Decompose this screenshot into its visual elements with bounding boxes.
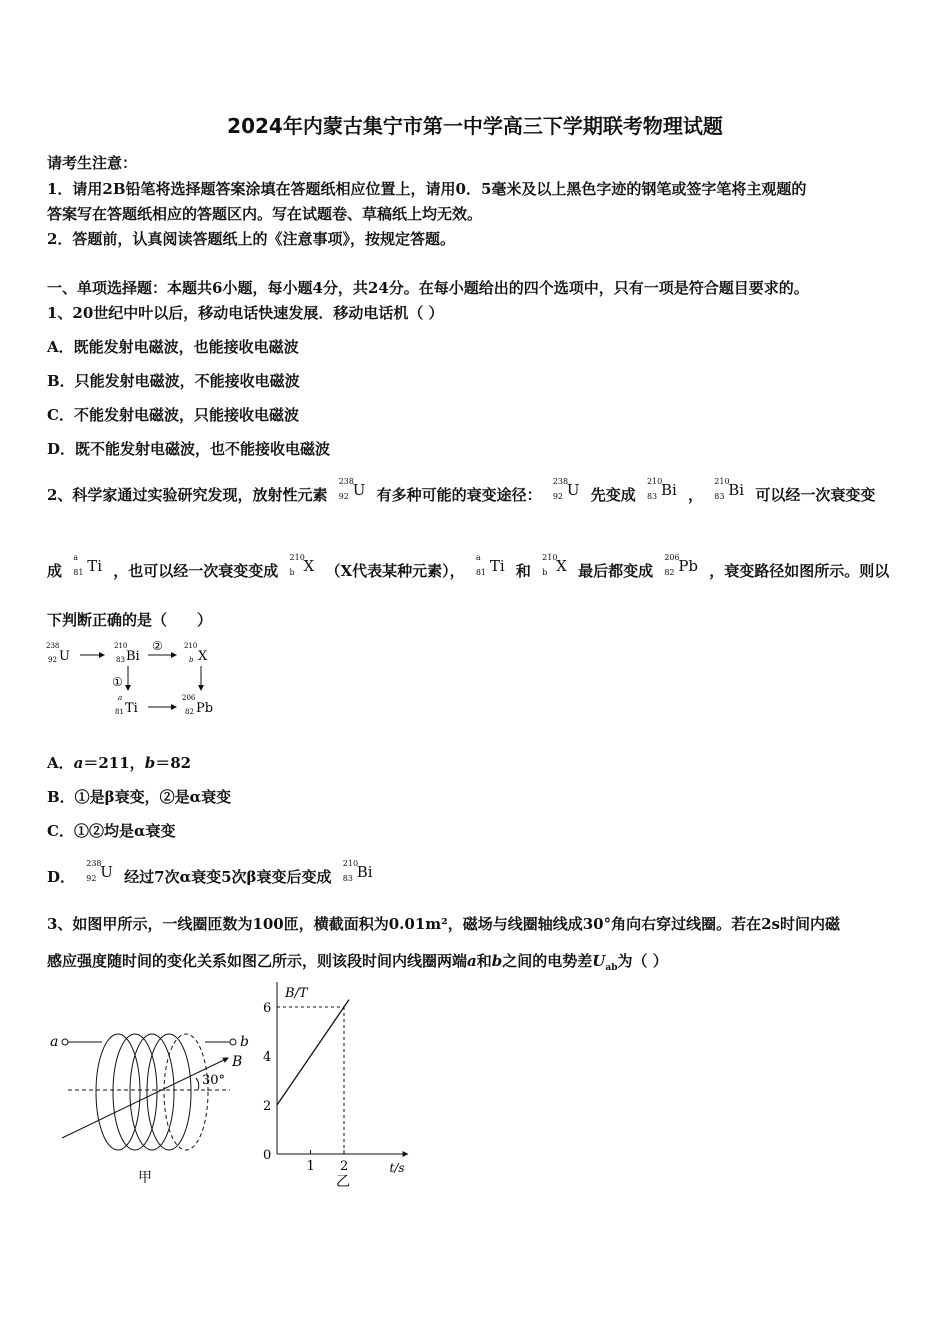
q2-option-a: A．a＝211，b＝82 <box>47 754 192 772</box>
nuclide-u238: 238 92 U <box>552 477 580 501</box>
notice-item-2: 2．答题前，认真阅读答题纸上的《注意事项》，按规定答题。 <box>47 230 455 248</box>
q2-text: 和 <box>515 562 531 580</box>
figure-b-caption: 乙 <box>336 1174 350 1190</box>
node-pb-symbol: Pb <box>196 701 214 716</box>
q2-text: 有多种可能的衰变途径： <box>376 486 542 504</box>
q1-option-a: A．既能发射电磁波，也能接收电磁波 <box>47 338 299 356</box>
nuclide-pb206: 206 82 Pb <box>664 553 699 577</box>
series-line-b <box>277 1000 349 1105</box>
q3-stem-line-2: 感应强度随时间的变化关系如图乙所示，则该段时间内线圈两端a和b之间的电势差$U_{ab}$为（ ） <box>47 952 668 973</box>
nuclide-bi210: 210 83 Bi <box>342 859 373 883</box>
origin-label: 0 <box>263 1148 272 1163</box>
node-bi-mass: 210 <box>114 642 128 650</box>
q2-text: 先变成 <box>590 486 636 504</box>
figure-coil <box>40 1020 270 1190</box>
nuclide-u238: 238 92 U <box>338 477 366 501</box>
node-u-charge: 92 <box>48 656 57 664</box>
q1-option-b: B．只能发射电磁波，不能接收电磁波 <box>47 372 300 390</box>
field-b-arrow <box>62 1058 228 1138</box>
path-2-label: ② <box>152 639 163 653</box>
coil-turns <box>96 1034 208 1150</box>
q2-option-c: C．①②均是α衰变 <box>47 822 176 840</box>
q1-option-c: C．不能发射电磁波，只能接收电磁波 <box>47 406 299 424</box>
angle-arc <box>196 1078 199 1090</box>
q2-option-b: B．①是β衰变，②是α衰变 <box>47 788 232 806</box>
q2-text: （X代表某种元素）， <box>325 562 465 580</box>
q3-stem-line-1: 3、如图甲所示，一线圈匝数为100匝，横截面积为0.01m²，磁场与线圈轴线成30°角向右穿过线圈。若在2s时间内磁 <box>47 915 840 933</box>
x-tick-label: 1 <box>306 1159 315 1174</box>
nuclide-x: 210 b X <box>289 553 315 577</box>
q2-text: 最后都变成 <box>578 562 654 580</box>
q2-text: ，也可以经一次衰变变成 <box>113 562 279 580</box>
y-axis-label: B/T <box>285 986 308 1001</box>
coil-svg <box>40 1020 270 1190</box>
nuclide-u238: 238 92 U <box>86 859 113 883</box>
terminal-a <box>62 1039 68 1045</box>
q1-option-d: D．既不能发射电磁波，也不能接收电磁波 <box>47 440 331 458</box>
node-bi-charge: 83 <box>116 656 125 664</box>
figure-bt-graph <box>255 982 435 1192</box>
q2-stem-line-3: 下判断正确的是（ ） <box>47 611 213 629</box>
y-tick-label: 2 <box>263 1099 272 1114</box>
notice-item-1: 1．请用2B铅笔将选择题答案涂填在答题纸相应位置上，请用0．5毫米及以上黑色字迹的钢笔或签字笔将主观题的 <box>47 180 807 198</box>
q2-option-d: D． 238 92 U 经过7次α衰变5次β衰变后变成 210 83 Bi <box>47 859 373 886</box>
x-axis-label: t/s <box>389 1161 405 1175</box>
q1-stem: 1、20世纪中叶以后，移动电话快速发展．移动电话机（ ） <box>47 304 444 322</box>
q2-text: ， <box>688 486 704 504</box>
bt-chart-svg <box>255 982 435 1192</box>
q2-text: 可以经一次衰变变 <box>755 486 876 504</box>
notice-item-1-cont: 答案写在答题纸相应的答题区内。写在试题卷、草稿纸上均无效。 <box>47 205 483 223</box>
path-1-label: ① <box>112 675 123 689</box>
q2-stem-line-1 <box>47 477 876 505</box>
q2-text: ，衰变路径如图所示。则以 <box>709 562 890 580</box>
node-u-mass: 238 <box>46 642 60 650</box>
node-bi-symbol: Bi <box>126 649 140 664</box>
page-title: 2024年内蒙古集宁市第一中学高三下学期联考物理试题 <box>227 114 723 138</box>
q2-text: 成 <box>47 562 63 580</box>
node-pb-mass: 206 <box>182 694 196 702</box>
node-pb-charge: 82 <box>185 708 194 716</box>
node-ti-charge: 81 <box>115 708 124 716</box>
angle-label: 30° <box>202 1073 226 1088</box>
nuclide-ti: a 81 Ti <box>475 553 505 577</box>
nuclide-bi210: 210 83 Bi <box>714 477 745 501</box>
x-tick-label: 2 <box>340 1159 349 1174</box>
nuclide-bi210: 210 83 Bi <box>646 477 677 501</box>
nuclide-ti: a 81 Ti <box>73 553 103 577</box>
y-tick-label: 6 <box>263 1001 272 1016</box>
terminal-b <box>230 1039 236 1045</box>
field-b-label: B <box>232 1054 243 1070</box>
terminal-b-label: b <box>240 1034 249 1050</box>
notice-title: 请考生注意： <box>47 154 138 172</box>
node-ti-symbol: Ti <box>125 701 138 716</box>
figure-a-caption: 甲 <box>138 1170 152 1186</box>
terminal-a-label: a <box>50 1034 59 1050</box>
q2-stem-line-2 <box>47 553 890 581</box>
section-heading: 一、单项选择题：本题共6小题，每小题4分，共24分。在每小题给出的四个选项中，只有一项是符合题目要求的。 <box>47 279 809 297</box>
q2-text: 2、科学家通过实验研究发现，放射性元素 <box>47 486 328 504</box>
nuclide-x: 210 b X <box>542 553 567 577</box>
node-ti-mass: a <box>118 694 123 702</box>
node-u-symbol: U <box>59 649 70 664</box>
y-tick-label: 4 <box>263 1050 272 1065</box>
node-x-mass: 210 <box>184 642 198 650</box>
decay-path-svg <box>44 638 234 720</box>
decay-path-diagram <box>44 638 234 720</box>
node-x-charge: b <box>189 656 194 664</box>
node-x-symbol: X <box>198 649 208 664</box>
